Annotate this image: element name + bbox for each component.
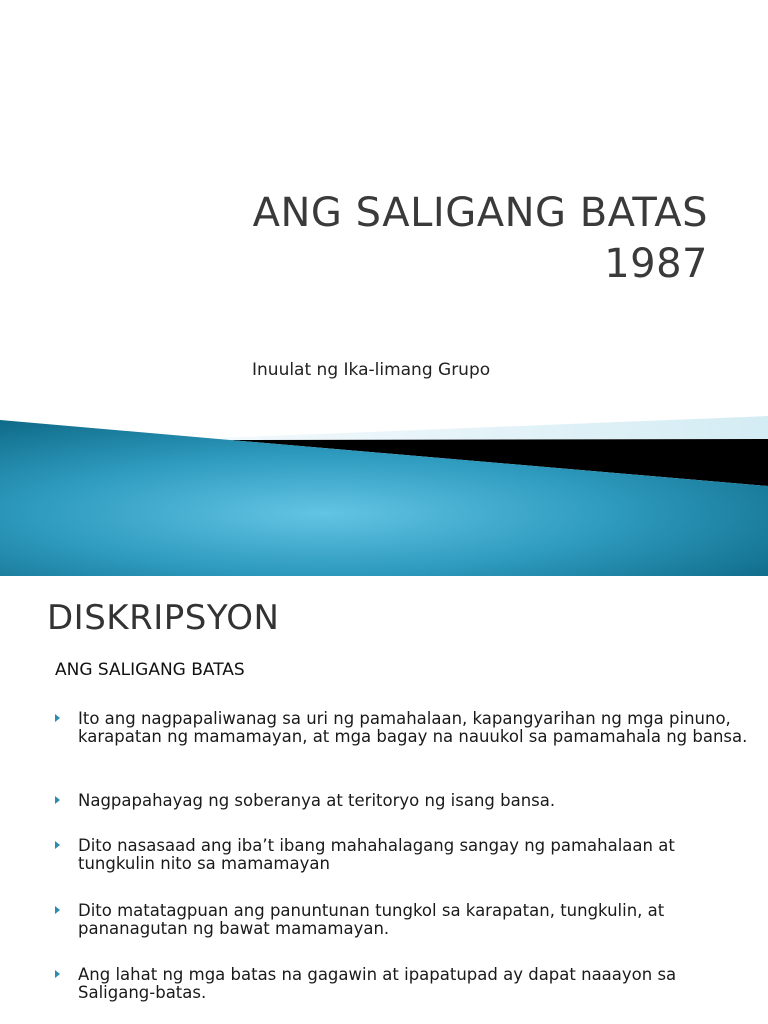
banner-pale-strip	[220, 416, 768, 440]
bullet-arrow-icon	[55, 714, 60, 722]
list-item	[55, 792, 755, 810]
bullet-text: Dito nasasaad ang iba’t ibang mahahalagang sangay ng pamahalaan at tungkulin nito sa mamamayan	[78, 836, 675, 873]
slide-subtitle: Inuulat ng Ika-limang Grupo	[252, 360, 491, 380]
bullet-arrow-icon	[55, 841, 60, 849]
list-item	[55, 902, 755, 938]
section-subheading: ANG SALIGANG BATAS	[55, 660, 245, 680]
slide-title	[180, 188, 708, 290]
list-item	[55, 837, 755, 873]
list-item	[55, 710, 755, 746]
decorative-banner	[0, 410, 768, 576]
description-slide	[0, 576, 768, 1024]
bullet-text: Ang lahat ng mga batas na gagawin at ipapatupad ay dapat naaayon sa Saligang-batas.	[78, 965, 677, 1002]
bullet-arrow-icon	[55, 906, 60, 914]
bullet-arrow-icon	[55, 970, 60, 978]
slide-title-line-1: ANG SALIGANG BATAS	[252, 190, 708, 236]
section-heading: DISKRIPSYON	[47, 598, 280, 638]
bullet-text: Nagpapahayag ng soberanya at teritoryo ng isang bansa.	[78, 791, 556, 810]
bullet-text: Dito matatagpuan ang panuntunan tungkol sa karapatan, tungkulin, at pananagutan ng bawat mamamayan.	[78, 901, 665, 938]
list-item	[55, 966, 755, 1002]
bullet-arrow-icon	[55, 796, 60, 804]
bullet-text: Ito ang nagpapaliwanag sa uri ng pamahalaan, kapangyarihan ng mga pinuno, karapatan ng mamamayan, at mga bagay na nauukol sa pamamahala ng bansa.	[78, 709, 748, 746]
slide-title-line-2: 1987	[604, 241, 708, 287]
